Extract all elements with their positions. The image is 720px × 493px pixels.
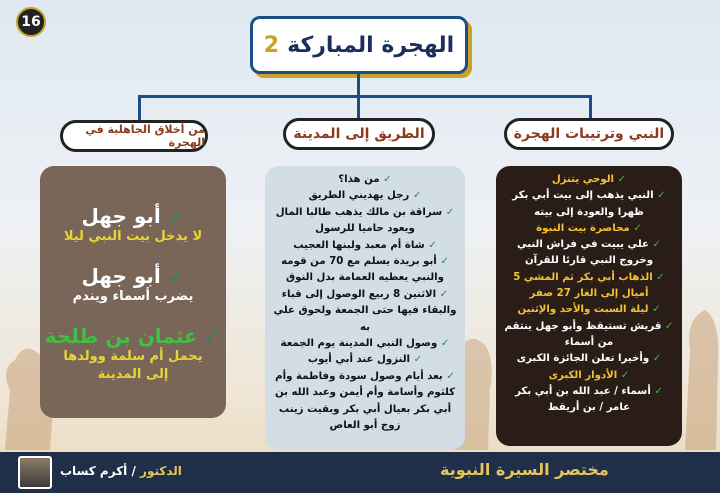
check-icon: ✓	[410, 354, 423, 366]
list-item: ✓ أسماء / عبد الله بن أبي بكر عامر / بن أريقط	[515, 385, 663, 414]
check-icon: ✓	[648, 239, 662, 251]
header-prophet-preparations: النبي وترتيبات الهجرة	[504, 118, 674, 150]
connector-line	[357, 95, 360, 118]
connector-line	[357, 74, 360, 96]
list-item: ✓ أبو بريدة يسلم مع 70 من قومه والنبي يعطيه العمامة بدل النوق	[281, 256, 449, 284]
list-item: ✓ شاة أم معبد ولبنها العجيب	[293, 239, 437, 251]
author-title: الدكتور	[140, 464, 182, 478]
list-item: ✓ وصول النبي المدينة يوم الجمعة	[280, 338, 450, 350]
author-name: أكرم كساب	[60, 464, 128, 478]
list-item: ✓ الذهاب أبي بكر ثم المشي 5 أميال إلى الغار 27 صفر	[513, 271, 665, 300]
check-icon: ✓	[617, 369, 630, 381]
preparations-list	[496, 166, 682, 416]
list-item: ✓ من هذا؟	[338, 174, 392, 185]
person-name: ✓ أبو جهل	[81, 204, 185, 228]
check-icon: ✓	[409, 190, 422, 202]
check-icon: ✓	[652, 271, 665, 283]
panel-prophet-preparations	[496, 166, 682, 446]
list-item: ✓ قريش تستيقظ وأبو جهل ينتقم من أسماء	[504, 320, 674, 348]
header-road-to-medina: الطريق إلى المدينة	[283, 118, 435, 150]
title-number: 2	[263, 32, 280, 58]
title-box	[250, 16, 468, 74]
person-name: ✓ عثمان بن طلحة	[44, 324, 222, 348]
footer	[0, 452, 720, 493]
author: الدكتور / أكرم كساب	[60, 464, 182, 478]
check-icon: ✓	[436, 256, 449, 268]
person-desc: يحمل أم سلمة وولدها إلى المدينة	[63, 349, 203, 382]
person-desc: لا يدخل بيت النبي ليلا	[63, 229, 203, 244]
check-icon: ✓	[648, 304, 661, 316]
book-title: مختصر السيرة النبوية	[440, 460, 609, 479]
header-jahiliyya-ethics: من أخلاق الجاهلية في الهجرة	[60, 120, 208, 152]
list-item: ✓ محاصرة بيت النبوة	[536, 222, 642, 234]
list-item: ✓ بعد أيام وصول سودة وفاطمة وأم كلثوم وأسامة وأم أيمن وعبد الله بن أبي بكر بعيال أبي بكر وبقيت زينب زوج أبو العاص	[274, 370, 456, 432]
panel-road-to-medina	[265, 166, 465, 450]
avatar	[18, 456, 52, 489]
check-icon: ✓	[197, 324, 222, 348]
page-number-badge: 16	[16, 7, 46, 37]
check-icon: ✓	[437, 338, 450, 350]
page-title: الهجرة المباركة	[287, 32, 455, 58]
check-icon: ✓	[629, 222, 642, 234]
check-icon: ✓	[436, 288, 449, 300]
check-icon: ✓	[649, 353, 662, 365]
list-item: ✓ الاثنين 8 ربيع الوصول إلى قباء والبقاء فيها حتى الجمعة ولحوق علي به	[273, 288, 457, 333]
list-item: ✓ وأخيرا تعلن الجائزة الكبرى	[516, 353, 662, 365]
road-list	[265, 166, 465, 435]
check-icon: ✓	[442, 370, 455, 382]
camel-silhouette-icon	[680, 250, 720, 450]
list-item: ✓ الأدوار الكبرى	[548, 369, 630, 381]
panel-jahiliyya-ethics	[40, 166, 226, 418]
connector-line	[138, 95, 592, 98]
check-icon: ✓	[424, 239, 437, 251]
person-desc: يضرب أسماء ويندم	[72, 289, 194, 304]
list-item: ✓ رجل يهديني الطريق	[308, 190, 422, 202]
connector-line	[589, 95, 592, 118]
list-item: ✓ سراقة بن مالك يذهب طالبا المال ويعود حاميا للرسول	[275, 206, 455, 235]
list-item: ✓ النبي يذهب إلى بيت أبي بكر ظهرا والعودة إلى بيته	[512, 190, 666, 218]
person-name: ✓ أبو جهل	[81, 264, 185, 288]
check-icon: ✓	[650, 385, 663, 397]
check-icon: ✓	[160, 264, 185, 288]
check-icon: ✓	[442, 206, 455, 218]
list-item: ✓ علي يبيت في فراش النبي وخروج النبي قارئا للقرآن	[516, 239, 662, 267]
check-icon: ✓	[614, 174, 627, 185]
connector-line	[138, 95, 141, 120]
check-icon: ✓	[160, 204, 185, 228]
check-icon: ✓	[653, 190, 666, 202]
list-item: ✓ الوحي يتنزل	[551, 174, 627, 185]
check-icon: ✓	[379, 174, 392, 185]
list-item: ✓ ليلة السبت والأحد والإثنين	[517, 304, 661, 316]
list-item: ✓ النزول عند أبي أيوب	[307, 354, 423, 366]
check-icon: ✓	[661, 320, 674, 332]
